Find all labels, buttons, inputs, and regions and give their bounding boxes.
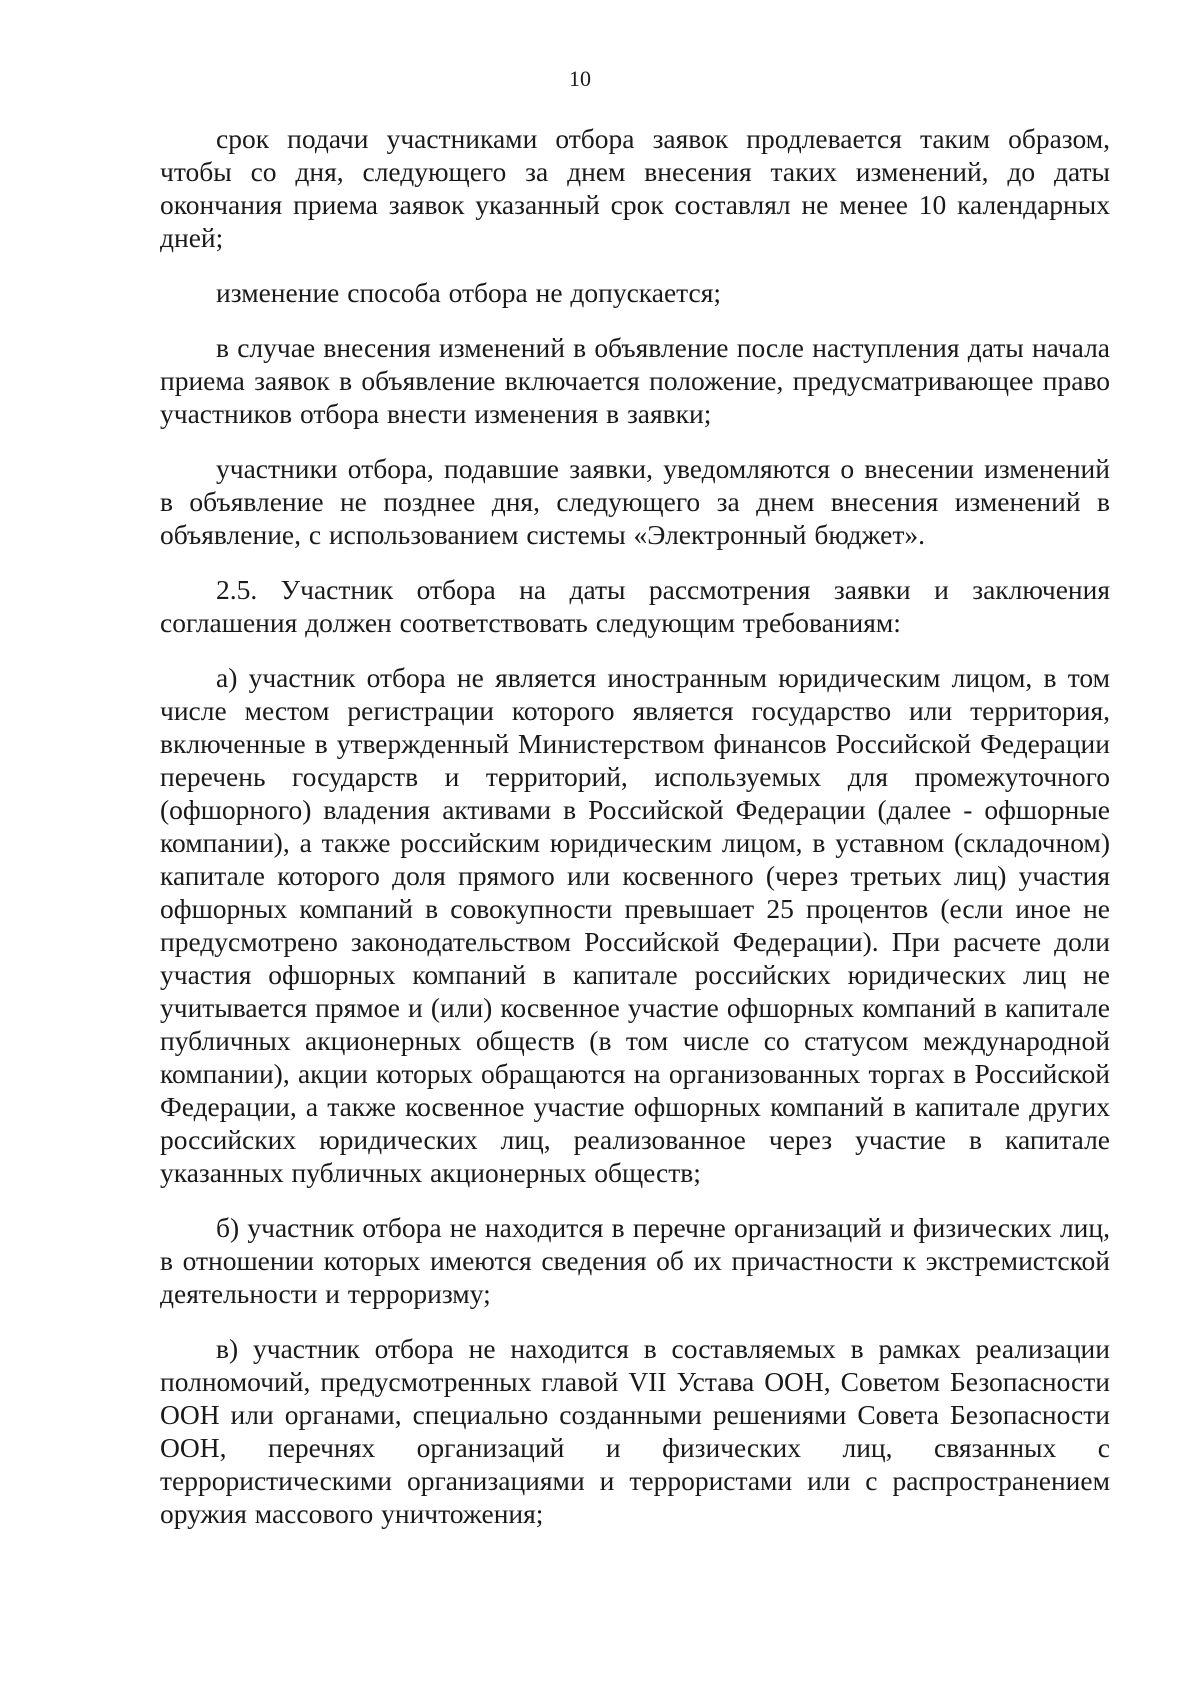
paragraph-requirement-v: в) участник отбора не находится в составляемых в рамках реализации полномочий, предусмотренных главой VII Устава ООН, Советом Безопасности ООН или органами, специально созданными решениями Совета Безопасности ООН, перечнях организаций и физических лиц, связанных с террористическими организациями и террористами или с распространением оружия массового уничтожения; [160, 1333, 1110, 1529]
page-number: 10 [569, 66, 591, 91]
paragraph-announcement-changes: в случае внесения изменений в объявление после наступления даты начала приема заявок в объявление включается положение, предусматривающее право участников отбора внести изменения в заявки; [160, 332, 1110, 429]
paragraph-selection-method: изменение способа отбора не допускается; [216, 277, 722, 308]
paragraph-section-2-5: 2.5. Участник отбора на даты рассмотрения заявки и заключения соглашения должен соответствовать следующим требованиям: [160, 574, 1110, 638]
paragraph-requirement-a: а) участник отбора не является иностранным юридическим лицом, в том числе местом регистрации которого является государство или территория, включенные в утвержденный Министерством финансов Российской Федерации перечень государств и территорий, используемых для промежуточного (офшорного) владения активами в Российской Федерации (далее - офшорные компании), а также российским юридическим лицом, в уставном (складочном) капитале которого доля прямого или косвенного (через третьих лиц) участия офшорных компаний в совокупности превышает 25 процентов (если иное не предусмотрено законодательством Российской Федерации). При расчете доли участия офшорных компаний в капитале российских юридических лиц не учитывается прямое и (или) косвенное участие офшорных компаний в капитале публичных акционерных обществ (в том числе со статусом международной компании), акции которых обращаются на организованных торгах в Российской Федерации, а также косвенное участие офшорных компаний в капитале других российских юридических лиц, реализованное через участие в капитале указанных публичных акционерных обществ; [160, 662, 1110, 1188]
paragraph-participant-notification: участники отбора, подавшие заявки, уведомляются о внесении изменений в объявление не позднее дня, следующего за днем внесения изменений в объявление, с использованием системы «Электронный бюджет». [160, 453, 1110, 550]
paragraph-submission-deadline: срок подачи участниками отбора заявок продлевается таким образом, чтобы со дня, следующего за днем внесения таких изменений, до даты окончания приема заявок указанный срок составлял не менее 10 календарных дней; [160, 123, 1110, 253]
document-body [160, 122, 1110, 1530]
paragraph-requirement-b: б) участник отбора не находится в перечне организаций и физических лиц, в отношении которых имеются сведения об их причастности к экстремистской деятельности и терроризму; [160, 1212, 1110, 1309]
